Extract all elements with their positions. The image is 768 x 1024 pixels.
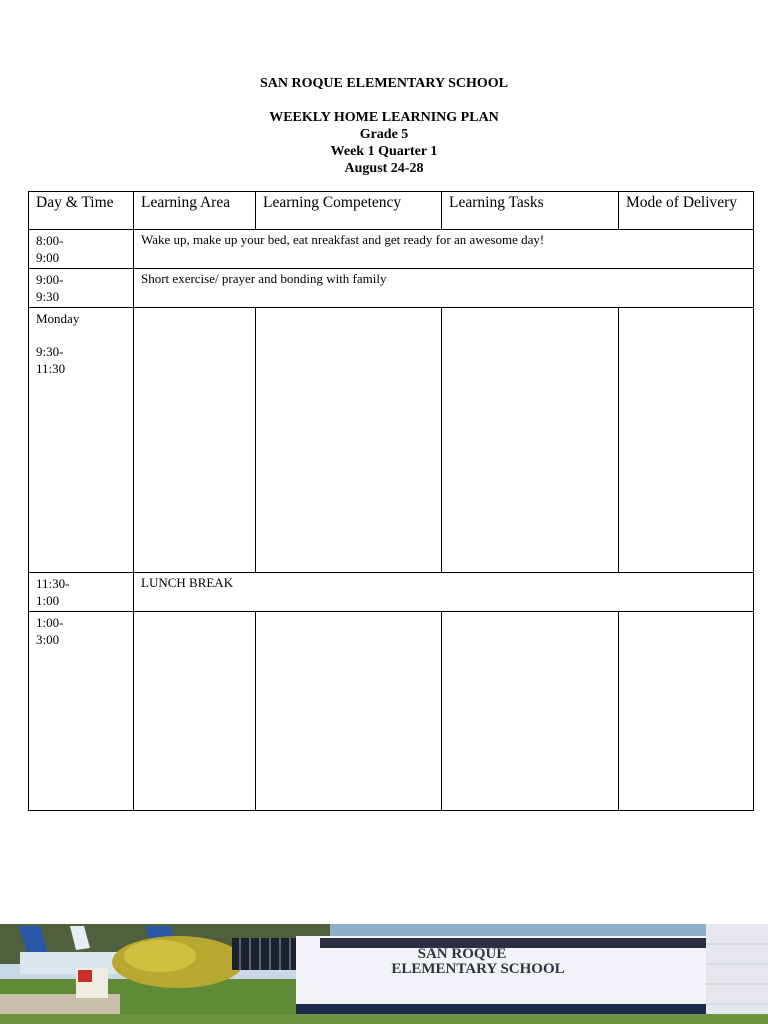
mode-of-delivery-cell [619, 308, 754, 573]
time-cell [29, 573, 134, 612]
table-row [29, 612, 754, 811]
table-row [29, 269, 754, 308]
sign-line-1: SAN ROQUE [417, 946, 507, 962]
activity-cell: Short exercise/ prayer and bonding with family [134, 269, 754, 308]
plan-title: WEEKLY HOME LEARNING PLAN [269, 110, 499, 125]
grade-label: Grade 5 [359, 127, 409, 142]
learning-tasks-cell [442, 308, 619, 573]
time-text: 9:30- 11:30 [36, 344, 66, 376]
learning-area-cell [134, 308, 256, 573]
learning-competency-cell [256, 612, 442, 811]
school-sign-illustration [0, 924, 768, 1024]
table-row [29, 230, 754, 269]
col-header-learning-competency: Learning Competency [256, 192, 442, 230]
table-row [29, 573, 754, 612]
plan-title-block [0, 109, 768, 177]
col-header-learning-area: Learning Area [134, 192, 256, 230]
time-text: 8:00- 9:00 [36, 233, 64, 265]
table-header-row [29, 192, 754, 230]
school-entrance-photo [0, 924, 768, 1024]
school-name: SAN ROQUE ELEMENTARY SCHOOL [259, 76, 509, 91]
activity-cell: Wake up, make up your bed, eat nreakfast and get ready for an awesome day! [134, 230, 754, 269]
col-header-mode-of-delivery: Mode of Delivery [619, 192, 754, 230]
week-label: Week 1 Quarter 1 [330, 144, 438, 159]
mode-of-delivery-cell [619, 612, 754, 811]
lunch-break-cell: LUNCH BREAK [134, 573, 754, 612]
time-text: 9:00- 9:30 [36, 272, 64, 304]
table-row [29, 308, 754, 573]
time-text: 11:30- 1:00 [36, 576, 70, 608]
day-label: Monday [36, 311, 80, 326]
col-header-learning-tasks: Learning Tasks [442, 192, 619, 230]
sign-line-2: ELEMENTARY SCHOOL [391, 961, 565, 977]
learning-tasks-cell [442, 612, 619, 811]
learning-plan-table [28, 191, 754, 811]
date-range: August 24-28 [344, 161, 424, 176]
time-cell [29, 230, 134, 269]
time-cell [29, 612, 134, 811]
col-header-day-time: Day & Time [29, 192, 134, 230]
time-cell [29, 269, 134, 308]
day-time-cell [29, 308, 134, 573]
learning-area-cell [134, 612, 256, 811]
time-text: 1:00- 3:00 [36, 615, 64, 647]
learning-competency-cell [256, 308, 442, 573]
